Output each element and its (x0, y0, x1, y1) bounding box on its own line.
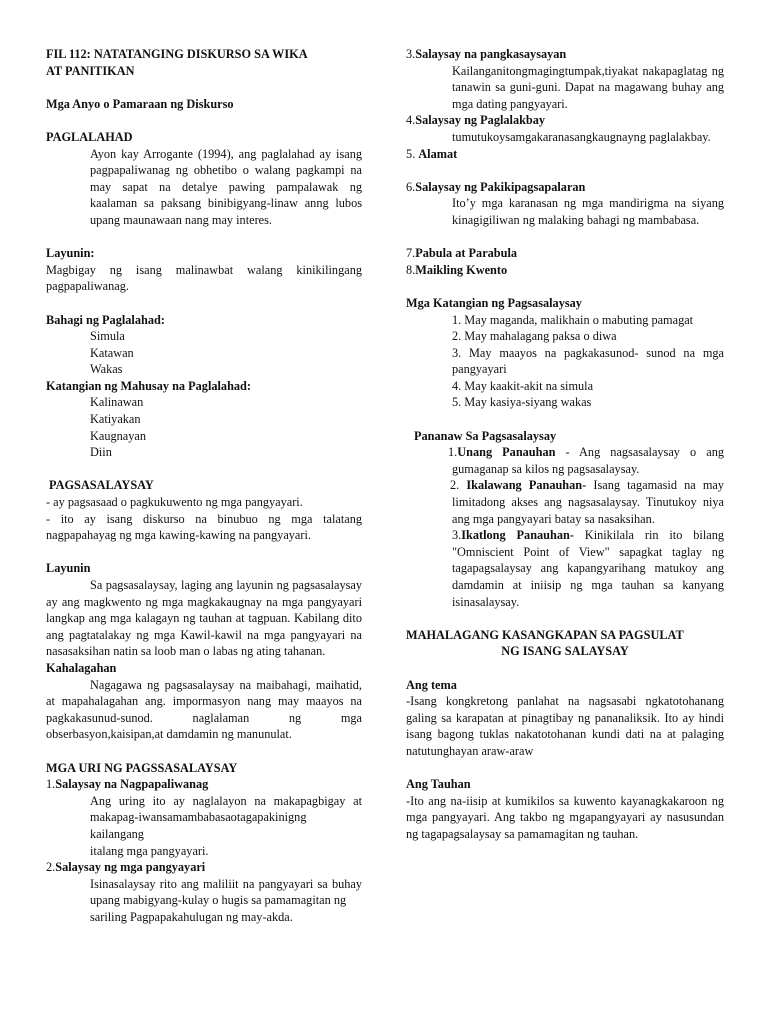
katangian-pagsasalaysay-heading: Mga Katangian ng Pagsasalaysay (406, 295, 582, 310)
paglalahad-heading: PAGLALAHAD (46, 129, 133, 144)
tema-heading: Ang tema (406, 677, 457, 692)
uri2-line: sariling Pagpapakahulugan ng may-akda. (90, 909, 293, 924)
katangian-item: Diin (90, 445, 112, 460)
bahagi-heading: Bahagi ng Paglalahad: (46, 312, 165, 327)
uri-heading: MGA URI NG PAGSSASALAYSAY (46, 760, 238, 775)
layunin2-text: Sa pagsasalaysay, laging ang layunin ng pagsasalaysay ay ang magkwento ng mga magkakaugnay na mga pangyayari langkap ang mga kalagayn ng tauhan at tagpuan. Kabilang dito ang pagtatalakay ng mga Kawil-kawil na mga pangyayari na nasasaksihan natin sa loob man o labas ng ating tahanan. (46, 578, 362, 659)
pananaw3-text: Kinikilala rin ito bilang "Omniscient Point of View" sapagkat taglay ng tagapagsalaysay ang kapangyarihang matukoy ang damdamin at iniisip ng mga tauhan sa kanyang isinasalaysay. (452, 528, 724, 609)
tauhan-text: -Ito ang na-iisip at kumikilos sa kuwento kayanagkakaroon ng mga pangyayari. Ang takbo ng mgapangyayari ay nasusundan ng tagapagsalaysay sa pamamagitan ng tauhan. (406, 793, 724, 841)
uri8-title-line (406, 262, 724, 279)
uri5-title: Alamat (418, 146, 458, 161)
tema-text: -Isang kongkretong panlahat na nagsasabi ngkatotohanang galing sa karapatan at pinagtibay ng pananaliksik. Ito ay hindi isang bagong tuklas nakatotohanan kundi dati na at palaging natutunghayan araw-araw (406, 694, 724, 758)
kasangkapan-heading-line1: MAHALAGANG KASANGKAPAN SA PAGSULAT (406, 627, 684, 642)
pananaw3-title: Ikatlong Panauhan- (461, 528, 574, 543)
paglalahad-text: Ayon kay Arrogante (1994), ang paglalahad ay isang pagpapaliwanag ng obhetibo o walang pagkampi na may sapat na detalye pawing pampalawak ng kaalaman sa paksang binibigyang-linaw anng lubos upang maunawaan nang may interes. (90, 146, 362, 227)
uri2-title: Salaysay ng mga pangyayari (55, 860, 206, 875)
uri8-num: 8. (406, 262, 416, 277)
uri1-title-line (46, 776, 362, 793)
pananaw3-num: 3. (452, 528, 462, 543)
pananaw3-para (406, 527, 724, 610)
uri4-title-line (406, 112, 724, 129)
kasangkapan-heading-line2: NG ISANG SALAYSAY (501, 644, 629, 659)
uri7-title: Pabula at Parabula (415, 246, 518, 261)
pagsasalaysay-heading: PAGSASALAYSAY (49, 478, 154, 493)
katangian-item: Kaugnayan (90, 428, 146, 443)
uri4-title: Salaysay ng Paglalakbay (415, 113, 546, 128)
uri1-num: 1. (46, 777, 56, 792)
uri6-title-line (406, 179, 724, 196)
layunin2-heading: Layunin (46, 561, 91, 576)
layunin1-heading: Layunin: (46, 246, 95, 261)
right-column (406, 46, 724, 843)
uri8-title: Maikling Kwento (415, 262, 508, 277)
uri5-num: 5. (406, 146, 419, 161)
tauhan-heading: Ang Tauhan (406, 777, 471, 792)
katangian-item: 3. May maayos na pagkakasunod- sunod na mga pangyayari (452, 345, 724, 377)
uri2-line: Isinasalaysay rito ang maliliit na pangyayari sa buhay upang mabigyang-kulay o hugis sa pamamagitan ng (90, 876, 362, 908)
doc-title-line2: AT PANITIKAN (46, 63, 135, 78)
uri4-text: tumutukoysamgakaranasangkaugnayng paglalakbay. (452, 129, 711, 144)
katangian-item: 4. May kaakit-akit na simula (452, 378, 594, 393)
pananaw2-text: Isang tagamasid na may limitadong akses ang nagsasalaysay. Tinutukoy niya ang mga pangyayari batay sa nasaksihan. (452, 478, 724, 526)
pagsasalaysay-line: - ay pagsasaad o pagkukuwento ng mga pangyayari. (46, 495, 303, 510)
kahalagahan-text: Nagagawa ng pagsasalaysay na maibahagi, maihatid, at mapahalagahan ang. impormasyon nang may maayos na pagkakasunud-sunod. naglalaman ng mga obserbasyon,kaisipan,at damdamin ng manunulat. (46, 677, 362, 742)
pagsasalaysay-line: - ito ay isang diskurso na binubuo ng mga talatang nagpapahayag ng mga kawing-kawing na pangyayari. (46, 511, 362, 543)
uri1-line: italang mga pangyayari. (90, 843, 209, 858)
section-heading: Mga Anyo o Pamaraan ng Diskurso (46, 96, 234, 111)
pananaw1-title: Unang Panauhan (457, 445, 556, 460)
katangian-item: 1. May maganda, malikhain o mabuting pamagat (452, 312, 694, 327)
pananaw2-title: Ikalawang Panauhan- (466, 478, 587, 493)
bahagi-item: Simula (90, 329, 125, 344)
uri3-title-line (406, 46, 724, 63)
katangian-item: Kalinawan (90, 395, 144, 410)
uri6-text: Ito’y mga karanasan ng mga mandirigma na siyang kinagigiliwan ng malaking bahagi ng mambabasa. (452, 196, 724, 227)
pananaw1-para (406, 444, 724, 477)
bahagi-item: Katawan (90, 345, 134, 360)
doc-title-line1: FIL 112: NATATANGING DISKURSO SA WIKA (46, 47, 308, 61)
left-column (46, 46, 362, 925)
pananaw2-para (406, 477, 724, 527)
uri1-title: Salaysay na Nagpapaliwanag (55, 777, 209, 792)
uri7-num: 7. (406, 246, 416, 261)
layunin1-text: Magbigay ng isang malinawbat walang kinikilingang pagpapaliwanag. (46, 262, 362, 294)
uri5-title-line (406, 146, 724, 163)
kahalagahan-heading: Kahalagahan (46, 660, 117, 675)
uri6-num: 6. (406, 179, 416, 194)
uri2-title-line (46, 859, 362, 876)
uri3-title: Salaysay na pangkasaysayan (415, 47, 567, 61)
pananaw2-num: 2. (450, 478, 467, 493)
pananaw-heading: Pananaw Sa Pagsasalaysay (414, 428, 557, 443)
katangian-paglalahad-heading: Katangian ng Mahusay na Paglalahad: (46, 378, 251, 393)
katangian-item: Katiyakan (90, 412, 141, 427)
bahagi-item: Wakas (90, 362, 123, 377)
uri7-title-line (406, 245, 724, 262)
uri1-line: Ang uring ito ay naglalayon na makapagbigay at makapag-iwansamambabasaotagapakinigng kailangang (90, 793, 362, 841)
pananaw1-text: - Ang nagsasalaysay o ang gumaganap sa kilos ng pagsasalaysay. (452, 445, 724, 476)
uri3-num: 3. (406, 47, 416, 61)
pananaw1-num: 1. (448, 445, 458, 460)
uri6-title: Salaysay ng Pakikipagsapalaran (415, 179, 586, 194)
uri3-text: Kailanganitongmagingtumpak,tiyakat nakapaglatag ng tanawin sa guni-guni. Dapat na magawang buhay ang mga dating pangyayari. (452, 63, 724, 111)
katangian-item: 2. May mahalagang paksa o diwa (452, 329, 617, 344)
uri2-num: 2. (46, 860, 56, 875)
katangian-item: 5. May kasiya-siyang wakas (452, 395, 592, 410)
uri4-num: 4. (406, 113, 416, 128)
